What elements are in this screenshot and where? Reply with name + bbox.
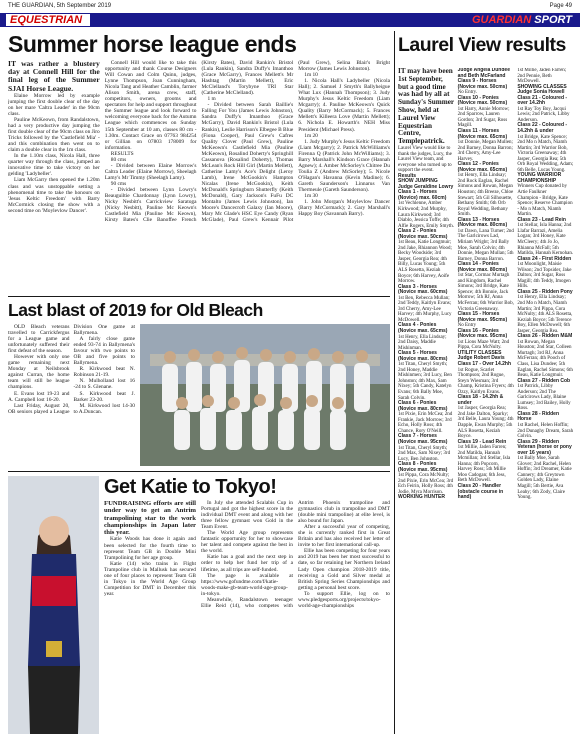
- paragraph: 1st Titan, Cheryl Smyth; 2nd Max, Sam Nixey; 3rd Lucy, Ben Johnston.: [398, 445, 451, 462]
- paragraph: 1st Henry, Ella Lindsay; 2nd Daisy, Maddie Mishinman.: [398, 334, 447, 351]
- paragraph: Class 19 - Lead Rein: [457, 438, 507, 445]
- paragraph: 1st Titan, Cheryl Smyth; 2nd Honey, Maddie Mishinmen; 3rd Lucy, Ben Johnston; 4th Max, Sam Nixey; 5th Candy, Katelyn Evans; 6th Bally Moe, Sarah Colvin.: [398, 362, 452, 401]
- gymnast-image: [8, 476, 99, 734]
- section-tag: EQUESTRIAN: [6, 14, 90, 26]
- paragraph: 1st Donnie, Megan Mullen; 2nd Barney, Donna Barron; 3rd Cherry, Amy-Lee Harvey.: [457, 140, 513, 162]
- paragraph: 1m 10: [304, 72, 318, 79]
- paragraph: 1st Pixie, Erin McCea; 2nd Frankie, Jack Morrow; 3rd Echo, Holly Ross; 4th Chance, Rory O'Neill.: [398, 412, 453, 434]
- paragraph: Class 5 - Horses (Novice max. 80cms): [398, 350, 448, 362]
- paragraph: 1st Millie, Jaden Farren; 2nd Pennie, Beth McDowell.: [517, 68, 567, 85]
- paragraph: Class 8 - Ponies (Novice max. 95cms): [398, 461, 448, 473]
- paragraph: Katie Woods has done it again and been selected for the fourth time to represent Team GB in Double Mini Trampolining for her age group.: [104, 536, 196, 561]
- paragraph: UTILITY CLASSES: [457, 349, 502, 356]
- paper-date: THE GUARDIAN, 5th September 2019: [8, 3, 112, 9]
- paragraph: M. Kirkwood lost 14-30 to A.Duncan.: [73, 402, 135, 415]
- paragraph: The page is available at https://www.gofundme.com/f/katie-woods-make-gb-team-world-age-group-in-tokyo.: [201, 572, 293, 597]
- paragraph: Katie (14) who trains in Flight Trampoline club in Mallusk has secured one of four places to represent Team GB in Tokyo in the World Age Group Competition for DMT in December this year.: [104, 560, 196, 597]
- article-katie: [104, 500, 390, 734]
- headline-old-bleach: Last blast of 2019 for Old Bleach: [8, 300, 263, 320]
- article-summer-league: [8, 60, 390, 292]
- paragraph: Class 3 - Horses (Novice max. 60cms): [398, 283, 448, 296]
- headline-laurel-view: Laurel View results: [398, 34, 566, 56]
- paragraph: 1. Nicola Hall's Ladybeller (Nicola Hall); 2. Samuel J Smyth's Ballyheigue What Lux (Hannah Thompson); 3. Judy Murphy's Jesus Keltic Freedom (Liam Mcgarry); 4. Pauline McKeown's Quick Quality (Barry McCormack); 5. Frances Mellett's Killeera Love (Martin Mellett); 6. Nichola E. Howarth's NEH Miss President (Michael Press).: [298, 78, 390, 133]
- sport-brand: [472, 14, 572, 26]
- paragraph: Ellie has been competing for four years and 2019 has been her most successful to date, so far retaining her Northern Ireland Lady Open champion 2018-2019 title, receiving a Gold and Silver medal at British Spring Series Championships and getting a personal best score.: [298, 548, 390, 591]
- divider-vertical: [394, 31, 395, 734]
- paragraph: Class 27 - Ridden Cob: [517, 377, 571, 384]
- paragraph: Class 21 - Coloured - over 14.2hh: [517, 94, 568, 107]
- page-header-line: [8, 3, 572, 13]
- brand-sport: SPORT: [534, 14, 572, 26]
- section-banner: [0, 13, 580, 27]
- paragraph: 80 cms: [110, 156, 127, 163]
- paragraph: 1st Lions Maze Watt; 2nd Pippa, Cora McNulty.: [457, 339, 510, 351]
- paragraph: 1st Bally Moe, Sarah Glover; 2nd Rachel, Helen Hoffin; 3rd Dreamer, Katie Cannery; 4th Greytown Golden Lady, Elaine Magill; 5th Bertie, Ava Leahy; 6th Zody, Claire Young.: [517, 456, 572, 501]
- paragraph: Class 1 - Horses (Novice) max. 60cm): [398, 189, 447, 201]
- paragraph: Class 12 - Ponies (Novice max. 65cms): [457, 161, 508, 173]
- paragraph: Class 11 - Horses (Novice max. 65cms): [457, 128, 508, 140]
- paragraph: 1st Harry, Annie Morrow; 2nd Sparrow, Lauren Gordon; 3rd Sugar, Ross Magill.: [457, 106, 510, 129]
- paragraph: Laurel View would like to thank the judges, Lucy, the Laurel View team, and everyone who turned up to support the event.: [398, 145, 452, 174]
- headline-katie: Get Katie to Tokyo!: [104, 476, 277, 498]
- paragraph: 1st Vechlenne, Amber Kirkwood; 2nd Murphy, Laura Kirkwood; 3rd Diablo, Jessica Toffe; 4th Alfie Rogers, Emily Smyth.: [398, 201, 454, 229]
- paragraph: 1 m: [207, 96, 216, 103]
- paragraph: SHOWING CLASSES: [517, 83, 567, 90]
- paragraph: 1. Judy Murphy's Jesus Keltic Freedom (Liam Mcgarry); 2. Patrick McWilliams's Firenna Q (Patrick John McWilliams); 3. Barry Marshall's Kindson Grace (Hannah Agnew); 4. Amber McSorley's Chitree Du Toulia Z (Andrew McSorley); 5. Nicole O'Hagan's Havanna (Kevin Madine); 6. Gareth Saunderson's Linnarus Van Thermeule (Gareth Saunderson).: [298, 138, 390, 193]
- paragraph: Katie has a goal and the next step in order to help her fund her trip of a lifetime, as all trips are self-funded.: [201, 554, 293, 573]
- paragraph: Class 2 - Ponies (Novice max. 50cms): [398, 228, 448, 240]
- paragraph: Class 13 - Horses (Novice max. 80cms): [457, 216, 508, 229]
- paragraph: 1st Moonlight, Maisie Wilson; 2nd Topsider, Jake Dalton; 3rd Sugar, Ross Magill; 4th Teddy, Imogen Hills.: [517, 262, 572, 290]
- paragraph: In the 1.10m class, Nicola Hall, three quarter way through the class, jumped an innovative time to take victory on her gelding 'Ladybeller'.: [8, 153, 100, 178]
- paragraph: Connell Hill would like to take this opportunity and thank Course Designers Will Cowan and Colm Quinn, judges, Lynne Thompson, Joan Cunningham, Nicola Tang and Heather Camblin, farmer Alison Smith, arena crew, staff, competitors, owners, grooms and spectators for help and support throughout the Summer league and look forward to welcoming everyone back for the Autumn League which commences on Sunday 15th September at 10 am, classes 80 cm - 1.30m. Contact Grace on 07763 984254 or Gillian on 07803 178009 for information.: [104, 60, 197, 151]
- paragraph: Class 16 - Ponies (Novice max. 95cms): [457, 327, 508, 340]
- paragraph: Last Friday, August 20, OB seniors played a League Division One game at Ballymena.: [8, 324, 135, 415]
- paragraph: 1st Jasper, Georgia Rea; 2nd Jake Dalton, Sparky; 3rd Belle, Laura Young; 4th Dapple, Ewan Murphy; 5th ALS Rosetta, Keziah Boyce.: [457, 406, 514, 440]
- paragraph: The World Age group represents fantastic opportunity for her to showcase her talent and compete against the best in the world.: [201, 530, 293, 555]
- brand-guardian: GUARDIAN: [471, 14, 532, 26]
- paragraph: Class 7 - Horses (Novice max. 95cms): [398, 433, 448, 445]
- page-number: Page 49: [549, 3, 572, 9]
- paragraph: Results: [398, 172, 417, 179]
- paragraph: 1st Rogue, Scarlet Thompson; 2nd Rogue, Steyn Wiesman; 3rd Champ, Kristina Fryers; 4th Ozzy, Kaitlyn Evans.: [457, 367, 514, 395]
- divider-left-2: [8, 471, 390, 472]
- lead-paragraph: FUNDRAISING efforts are still under way to get an Antrim trampolining star to the work championships in Japan later this year.: [104, 500, 196, 537]
- lead-paragraph: IT was rather a blustery day at Connell Hill for the final leg of the Summer SJAI Horse League.: [8, 60, 100, 93]
- paragraph: In July she attended Scalabis Cup in Portugal and got the highest score in the individual DMT event and along with her three fellow gymnast won Gold in the Team Event.: [201, 500, 293, 531]
- paragraph: Class 26 - Ridden M&M: [517, 333, 573, 340]
- paragraph: Champion - Bridge, Kate Spence; Reserve Champion - Mo n Match, Niamh Martin.: [517, 195, 573, 218]
- paragraph: Judge Sonia Howell: [517, 89, 565, 96]
- paragraph: RESULTS: [110, 150, 134, 157]
- paragraph: However with only one game remaining next Monday at Neilsbrook against Curran, the home team will still be league champions.: [8, 354, 70, 391]
- paragraph: S. Kirkwood beat J. Barker 23-20.: [73, 390, 135, 403]
- paragraph: 1m 20: [304, 132, 318, 139]
- paragraph: Class 29 - Ridden Veteran (horse or pony over 16 years): [517, 438, 572, 456]
- paragraph: 1st Rowan, Megan Houston; 2nd Star, Colleen Murtagh; 3rd RJ, Anna McFerran; 4th Pooch of Class, Lisa Dundee; 5th Eaglan, Rachel Simons; 6th Beau, Katie Longmuir.: [517, 339, 573, 379]
- paragraph: To support Ellie, log on to www.pledgesports.org/projects/tokyo-world-age-championships: [298, 590, 390, 609]
- paragraph: 1st Beau, Katie Longmuir; 2nd Jake, Rhiannon Wood; Becky Woodside; 3rd Jasper, Georgia Rea; 4th Billy, Lucas Young; 5th ALS Rosetta, Keziah Boyce; 6th Harvey, Aoife Morrow.: [398, 240, 452, 285]
- article-laurel-view: [398, 68, 574, 734]
- paragraph: 1. John Morgan's Moylevlow Dancer (Barry McCormack); 2. Gary Marshall's Happy Boy (Savannah Barry).: [298, 199, 390, 218]
- paragraph: Judge Angela Dundee and Beth McFarland: [457, 68, 510, 79]
- bowls-team-image: [140, 324, 390, 466]
- paragraph: Class 14 - Ponies (Novice max. 80cms): [457, 261, 508, 273]
- paragraph: A fairly close game ended 93-74 in Ballymena's favour with two points to OB and five points to Ballymena.: [73, 336, 135, 367]
- paragraph: Elaine Morrow led by example jumping the first double clear of the day on her mare 'Caltra Leader' in the 90cm class.: [8, 92, 100, 117]
- paragraph: WORKING HUNTER: [398, 494, 445, 501]
- paragraph: Class 10 - Ponies (Novice max. 50cms): [457, 94, 508, 107]
- paragraph: No Entry.: [457, 90, 478, 96]
- article-old-bleach: [8, 324, 135, 466]
- paragraph: Pauline McKeown, from Randalstown, had a very productive day jumping the first double clear of the 90cm class on Jiro Tricks followed by the 'Castlefield Mia' - and this combination then went on to claim a double clear in the 1m class.: [8, 117, 100, 154]
- paragraph: SHOW JUMPING: [398, 178, 438, 185]
- paragraph: 1st Star, Cormac Murtagh and Kingdom, Rachel Simons; 3rd Bridge, Kate Spence; 4th Bonnie, Jack Morrow; 5th RJ, Anna McFerran; 6th Warrior Bob, Victoria Greenaway.: [457, 273, 514, 312]
- paragraph: OLD Bleach veterans travelled to Carrickfergus for a League game and unfortunately suffered their first defeat of the season.: [8, 324, 70, 355]
- paragraph: - Divided between Sarah Baillie's Falling For You (James Lewis Johnston), Sandra Duffy's Imanthoo (Grace McGarry), David Rankin's Bristol (Lula Rankin), Leslie Harrison's Elbegee B Blue (Fiona Cooper), Paul Grew's Cafres Quality Clover (Paul Grew), Pauline McKeown's Castlefield Mia (Pauline McKeown), Rosalind Doherty's Springhill Cassanova (Rosalind Doherty), Thomas McLean's Rock Hill Girl (Martin Mellett), Catherine Lamy's Ace's Delight (Leroy Lamb), Irene McGookin's Hampton Nicalas (Irene McGookin), Keith McDonald's Springburn Shutterfly (Keith McDonald), Gary Jackson's FuFu DC Montalto (James Lewis Johnston), Ian Moore's Dancecroft Galaxy (Ian Moore), Mary Mc Glade's HSC Eye Candy (Ryan McGlade), Paul Grew's Kennair Pilot (Paul Grew), Selina Blair's Bright Morrow (James Lewis Johnston).: [201, 60, 390, 224]
- paragraph: Class 28 - Ridden Horse: [517, 410, 559, 423]
- paragraph: Class 20 - Handler (obstacle course in hand): [457, 483, 504, 501]
- lead-paragraph: IT may have been 1st September, but a good time was had by all at Sunday's Summer Show, held at Laurel View Equestrian Centre, Templepatrick.: [398, 68, 454, 146]
- katie-photo: [8, 476, 99, 734]
- paragraph: - Divided between Lynn Lowry's Beauguiltie Chardonnay (Lynn Lowry), Nicky Nesbitt's Carrickview Saratoga (Nicky Nesbitt), Pauline Mc Keown's Castlefield Mia (Pauline Mc Keown), Kirsty Bates's Clie Banoffee French (Kirsty Bates), David Rankin's Bristol (Lula Rankin), Sandra Duffy's Imanthoo (Grace McGarry), Frances Mellett's Mr Hashtag (Martin Mellett), Eric McClelland's Torybyne TRI Star (Catherine McClelland).: [104, 60, 294, 224]
- paragraph: 1st Rachel, Helen Hoffin; 2nd Dunaghy Dream, Sarah Colvin.: [517, 423, 574, 440]
- paragraph: YOUNG WARRIOR CHAMPIONSHIP: [517, 172, 562, 184]
- paragraph: N. Mulholland lost 16 -24 to S. Glenane.: [73, 378, 135, 391]
- paragraph: Judge Robert Davis: [457, 355, 505, 362]
- paragraph: Class 6 - Ponies (Novice max. 80cms): [398, 400, 448, 412]
- paragraph: 1st Patrick, Libby Anderson; 2nd The Garlcirows Lady, Blaine Lumsey; 3rd Bailey, Holly Ross.: [517, 384, 571, 412]
- paragraph: No Entry: [457, 323, 477, 329]
- paragraph: Liam McGarry then opened the 1.20m class and was unstoppable setting a phenomenal time to take the honours on 'Jesus Keltic Freedom' with Barry McCormick closing the show with a second time on 'Moylevlow Dancer'.: [8, 177, 100, 214]
- paragraph: Class 22 - Coloured - 14.2hh & under: [517, 122, 568, 135]
- paragraph: 1st Dawn, Lana Turner; 2nd The Garlcirows Lad, Miriam Wright; 3rd Bally Moe, Sarah Colvin; 4th Donnie, Megan Mullan; 5th Barney, Donna Barron.: [457, 228, 514, 262]
- paragraph: E. Evans lost 19-23 and A. Campbell lost 16-20.: [8, 390, 70, 403]
- paragraph: 90 cms: [110, 180, 127, 187]
- paragraph: 1st Pippa, Cora McNulty; 2nd Pixie, Erin McCea; 3rd Ech Feirin, Holly Ross; 4th Jodie, Myra Morrison.: [398, 473, 454, 495]
- paragraph: Judge Geraldine Lowry: [398, 183, 454, 190]
- paragraph: Class 4 - Ponies (Novice max. 65cms): [398, 322, 448, 335]
- paragraph: Winners Cup donated by Artie Faulkner: [517, 184, 567, 196]
- paragraph: 1m 30: [304, 193, 318, 200]
- paragraph: Class 25 - Ridden Pony: [517, 288, 573, 295]
- paragraph: 1st Ray Toy Boy, Jacqui Lewis; 2nd Patrick, Libby Anderson.: [517, 106, 570, 123]
- paragraph: Class 18 - 14.2hh & under: [457, 394, 504, 406]
- paragraph: 1st Henry, Ella Lindsay; 2nd Mo n Match, Niamh Martin; 3rd Pippa, Cora McNulty; 4th ALS Rosetta, Keziah Boyce; 5th Terence Boy, Ellen McDowell; 6th Jasper, Georgia Rea.: [517, 295, 573, 334]
- paragraph: 1st Henry, Ella Lindsay; 2nd Rock Eaglan, Rachel Simons and Rowan, Megan Houston; 4th Breeze, Chloe Stewart; 5th Gil Silhouette, Bethany Smith; 6th Orb Royal Wedding, Bethany Smith.: [457, 173, 514, 218]
- bowls-photo: [140, 324, 390, 466]
- headline-summer-league: Summer horse league ends: [8, 31, 297, 57]
- paragraph: Class 15 - Horses (Novice max. 95cms): [457, 311, 508, 323]
- paragraph: Class 23 - Lead Rein: [517, 216, 566, 223]
- paragraph: Meanwhile, Randalstown teenager Ellie Reid (14), who competes with Antrim Phoenix trampoline and gymnastics club in trampoline and DMT (double mini trampoline) at elite level, is also bound for Japan.: [201, 500, 390, 609]
- paragraph: 1st Bridge, Kate Spence; 2nd Mo n Match, Niamh Martin; 3rd Warrior Bob, Victoria Greenaway; 4th Jasper, Georgia Rea; 5th Orb Royal Wedding, Adam; 6th Belle, Lucas Young.: [517, 134, 574, 173]
- paragraph: Class 24 - First Ridden: [517, 255, 572, 262]
- paragraph: - Divided between Elaine Morrow's Caltra Leader (Elaine Morrow), Sheelagh Lamy's Mr Timmy (Sheelagh Lamy).: [104, 162, 197, 181]
- paragraph: Class 17 - Over 14.2hh: [457, 360, 512, 367]
- paragraph: After a successful year of competing, she is currently ranked first in Great Britain and has also received her letter of invite to her first international call-up.: [298, 524, 390, 549]
- paragraph: Class 9 - Horses (Novice max. 50cms): [457, 78, 508, 90]
- paragraph: 1st Stellar, Isla Hanna; 2nd Llafar Barrazi, Amelia Logan; 3rd Honey, Kate McCleery; 4th Jo Jo, Rhianna McFall; 5th Matilda, Hannah Kernohan.: [517, 223, 574, 257]
- paragraph: 1st Ben, Rebecca Mullan; 2nd Teddy, Kaitlyn Evans; 3rd Cherry, Amy-Lee Harvey; 4th Murphy, Lucy McDowell.: [398, 295, 452, 323]
- divider-left-1: [8, 296, 390, 297]
- paragraph: 1st Millie, Jaden Farren; 2nd Matilda, Hannah Mcmillan; 3rd Stellar, Isla Hanna; 4th Popcorn, Harvey Ross; 5th Millie Moo Cadogan; 6th Jess, Beth McDowell.: [457, 445, 511, 484]
- paragraph: R. Kirkwood beat N. Robinson 21-19.: [73, 366, 135, 379]
